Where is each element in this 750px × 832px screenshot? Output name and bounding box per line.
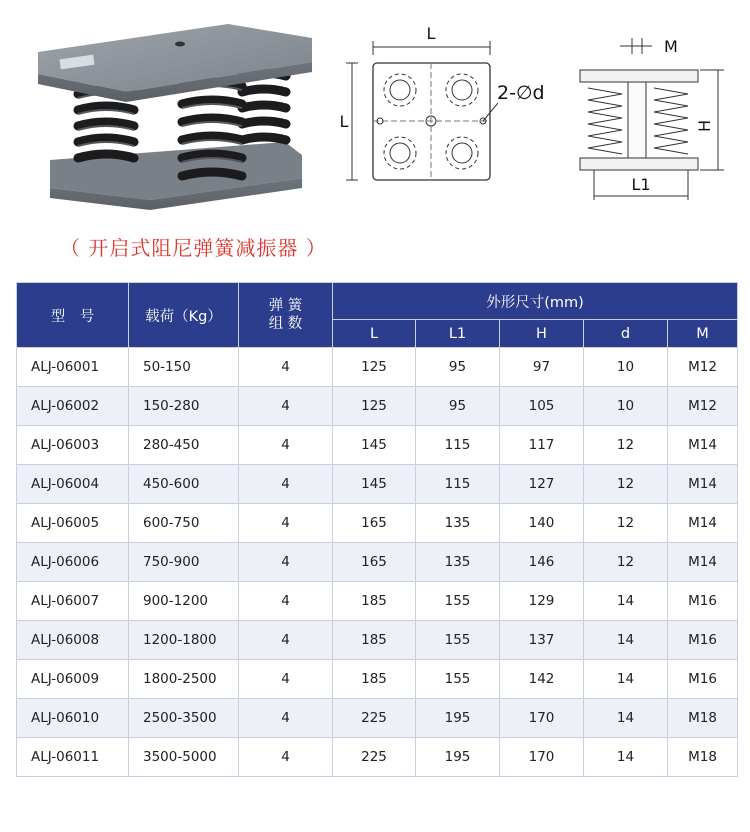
cell-l: 145 bbox=[333, 465, 416, 504]
cell-h: 170 bbox=[500, 738, 584, 777]
cell-m: M16 bbox=[668, 660, 738, 699]
cell-load: 1200-1800 bbox=[129, 621, 239, 660]
cell-h: 97 bbox=[500, 348, 584, 387]
cell-l: 225 bbox=[333, 738, 416, 777]
cell-m: M16 bbox=[668, 621, 738, 660]
cell-springs: 4 bbox=[239, 504, 333, 543]
cell-springs: 4 bbox=[239, 621, 333, 660]
cell-m: M14 bbox=[668, 543, 738, 582]
header-dim-m: M bbox=[668, 320, 738, 348]
header-springs-line1: 弹 簧 bbox=[268, 298, 303, 314]
cell-h: 170 bbox=[500, 699, 584, 738]
dim-label-l-side: L bbox=[339, 112, 349, 131]
cell-model: ALJ-06009 bbox=[17, 660, 129, 699]
cell-h: 117 bbox=[500, 426, 584, 465]
cell-load: 1800-2500 bbox=[129, 660, 239, 699]
header-springs bbox=[239, 283, 333, 348]
cell-d: 14 bbox=[584, 582, 668, 621]
top-view-drawing bbox=[338, 25, 498, 190]
cell-h: 142 bbox=[500, 660, 584, 699]
side-view-drawing bbox=[570, 30, 730, 210]
cell-model: ALJ-06008 bbox=[17, 621, 129, 660]
cell-h: 137 bbox=[500, 621, 584, 660]
cell-l: 225 bbox=[333, 699, 416, 738]
product-title: （ 开启式阻尼弹簧减振器 ） bbox=[60, 236, 327, 260]
header-dim-d: d bbox=[584, 320, 668, 348]
cell-model: ALJ-06010 bbox=[17, 699, 129, 738]
cell-l1: 195 bbox=[416, 738, 500, 777]
header-dim-h: H bbox=[500, 320, 584, 348]
cell-load: 750-900 bbox=[129, 543, 239, 582]
cell-model: ALJ-06001 bbox=[17, 348, 129, 387]
header-dims-group: 外形尺寸(mm) bbox=[333, 283, 738, 320]
header-dim-l1: L1 bbox=[416, 320, 500, 348]
cell-model: ALJ-06005 bbox=[17, 504, 129, 543]
cell-load: 2500-3500 bbox=[129, 699, 239, 738]
cell-model: ALJ-06006 bbox=[17, 543, 129, 582]
product-photo bbox=[30, 10, 320, 215]
cell-l1: 155 bbox=[416, 582, 500, 621]
cell-m: M12 bbox=[668, 387, 738, 426]
table-row bbox=[17, 387, 738, 426]
cell-l: 165 bbox=[333, 543, 416, 582]
cell-l1: 135 bbox=[416, 504, 500, 543]
cell-l: 185 bbox=[333, 621, 416, 660]
cell-springs: 4 bbox=[239, 660, 333, 699]
cell-h: 127 bbox=[500, 465, 584, 504]
dim-label-m: M bbox=[664, 37, 678, 56]
cell-l1: 195 bbox=[416, 699, 500, 738]
dim-label-holes: 2-∅d bbox=[497, 82, 545, 104]
header-dim-l: L bbox=[333, 320, 416, 348]
cell-springs: 4 bbox=[239, 348, 333, 387]
cell-load: 600-750 bbox=[129, 504, 239, 543]
cell-d: 14 bbox=[584, 699, 668, 738]
dim-label-h: H bbox=[695, 119, 714, 133]
cell-m: M12 bbox=[668, 348, 738, 387]
cell-m: M14 bbox=[668, 426, 738, 465]
cell-model: ALJ-06002 bbox=[17, 387, 129, 426]
cell-springs: 4 bbox=[239, 582, 333, 621]
cell-m: M18 bbox=[668, 699, 738, 738]
cell-load: 150-280 bbox=[129, 387, 239, 426]
cell-l1: 115 bbox=[416, 426, 500, 465]
cell-d: 14 bbox=[584, 738, 668, 777]
cell-d: 12 bbox=[584, 465, 668, 504]
cell-h: 129 bbox=[500, 582, 584, 621]
cell-d: 10 bbox=[584, 387, 668, 426]
cell-load: 280-450 bbox=[129, 426, 239, 465]
cell-m: M18 bbox=[668, 738, 738, 777]
cell-load: 3500-5000 bbox=[129, 738, 239, 777]
table-row bbox=[17, 738, 738, 777]
cell-model: ALJ-06007 bbox=[17, 582, 129, 621]
dim-label-l1: L1 bbox=[631, 175, 651, 194]
table-row bbox=[17, 348, 738, 387]
cell-model: ALJ-06003 bbox=[17, 426, 129, 465]
cell-load: 900-1200 bbox=[129, 582, 239, 621]
cell-springs: 4 bbox=[239, 387, 333, 426]
header-model: 型 号 bbox=[17, 283, 129, 348]
cell-springs: 4 bbox=[239, 426, 333, 465]
table-row bbox=[17, 465, 738, 504]
table-row bbox=[17, 621, 738, 660]
cell-m: M16 bbox=[668, 582, 738, 621]
cell-springs: 4 bbox=[239, 738, 333, 777]
table-row bbox=[17, 504, 738, 543]
cell-model: ALJ-06011 bbox=[17, 738, 129, 777]
cell-model: ALJ-06004 bbox=[17, 465, 129, 504]
cell-d: 12 bbox=[584, 543, 668, 582]
cell-h: 105 bbox=[500, 387, 584, 426]
cell-d: 10 bbox=[584, 348, 668, 387]
cell-m: M14 bbox=[668, 465, 738, 504]
cell-h: 140 bbox=[500, 504, 584, 543]
cell-l: 185 bbox=[333, 582, 416, 621]
dim-label-l-top: L bbox=[426, 25, 436, 43]
cell-d: 14 bbox=[584, 660, 668, 699]
cell-m: M14 bbox=[668, 504, 738, 543]
table-row bbox=[17, 699, 738, 738]
cell-l1: 95 bbox=[416, 387, 500, 426]
cell-l1: 155 bbox=[416, 660, 500, 699]
header-springs-line2: 组 数 bbox=[268, 316, 303, 332]
cell-d: 12 bbox=[584, 504, 668, 543]
cell-l: 125 bbox=[333, 387, 416, 426]
cell-l1: 135 bbox=[416, 543, 500, 582]
cell-l: 165 bbox=[333, 504, 416, 543]
cell-load: 50-150 bbox=[129, 348, 239, 387]
cell-h: 146 bbox=[500, 543, 584, 582]
cell-l: 185 bbox=[333, 660, 416, 699]
cell-springs: 4 bbox=[239, 699, 333, 738]
table-row bbox=[17, 543, 738, 582]
table-row bbox=[17, 426, 738, 465]
table-row bbox=[17, 660, 738, 699]
cell-springs: 4 bbox=[239, 543, 333, 582]
cell-springs: 4 bbox=[239, 465, 333, 504]
cell-d: 14 bbox=[584, 621, 668, 660]
spec-table bbox=[16, 282, 738, 777]
table-row bbox=[17, 582, 738, 621]
cell-l1: 115 bbox=[416, 465, 500, 504]
cell-load: 450-600 bbox=[129, 465, 239, 504]
cell-l1: 155 bbox=[416, 621, 500, 660]
cell-d: 12 bbox=[584, 426, 668, 465]
cell-l1: 95 bbox=[416, 348, 500, 387]
header-load: 载荷（Kg） bbox=[129, 283, 239, 348]
cell-l: 125 bbox=[333, 348, 416, 387]
cell-l: 145 bbox=[333, 426, 416, 465]
